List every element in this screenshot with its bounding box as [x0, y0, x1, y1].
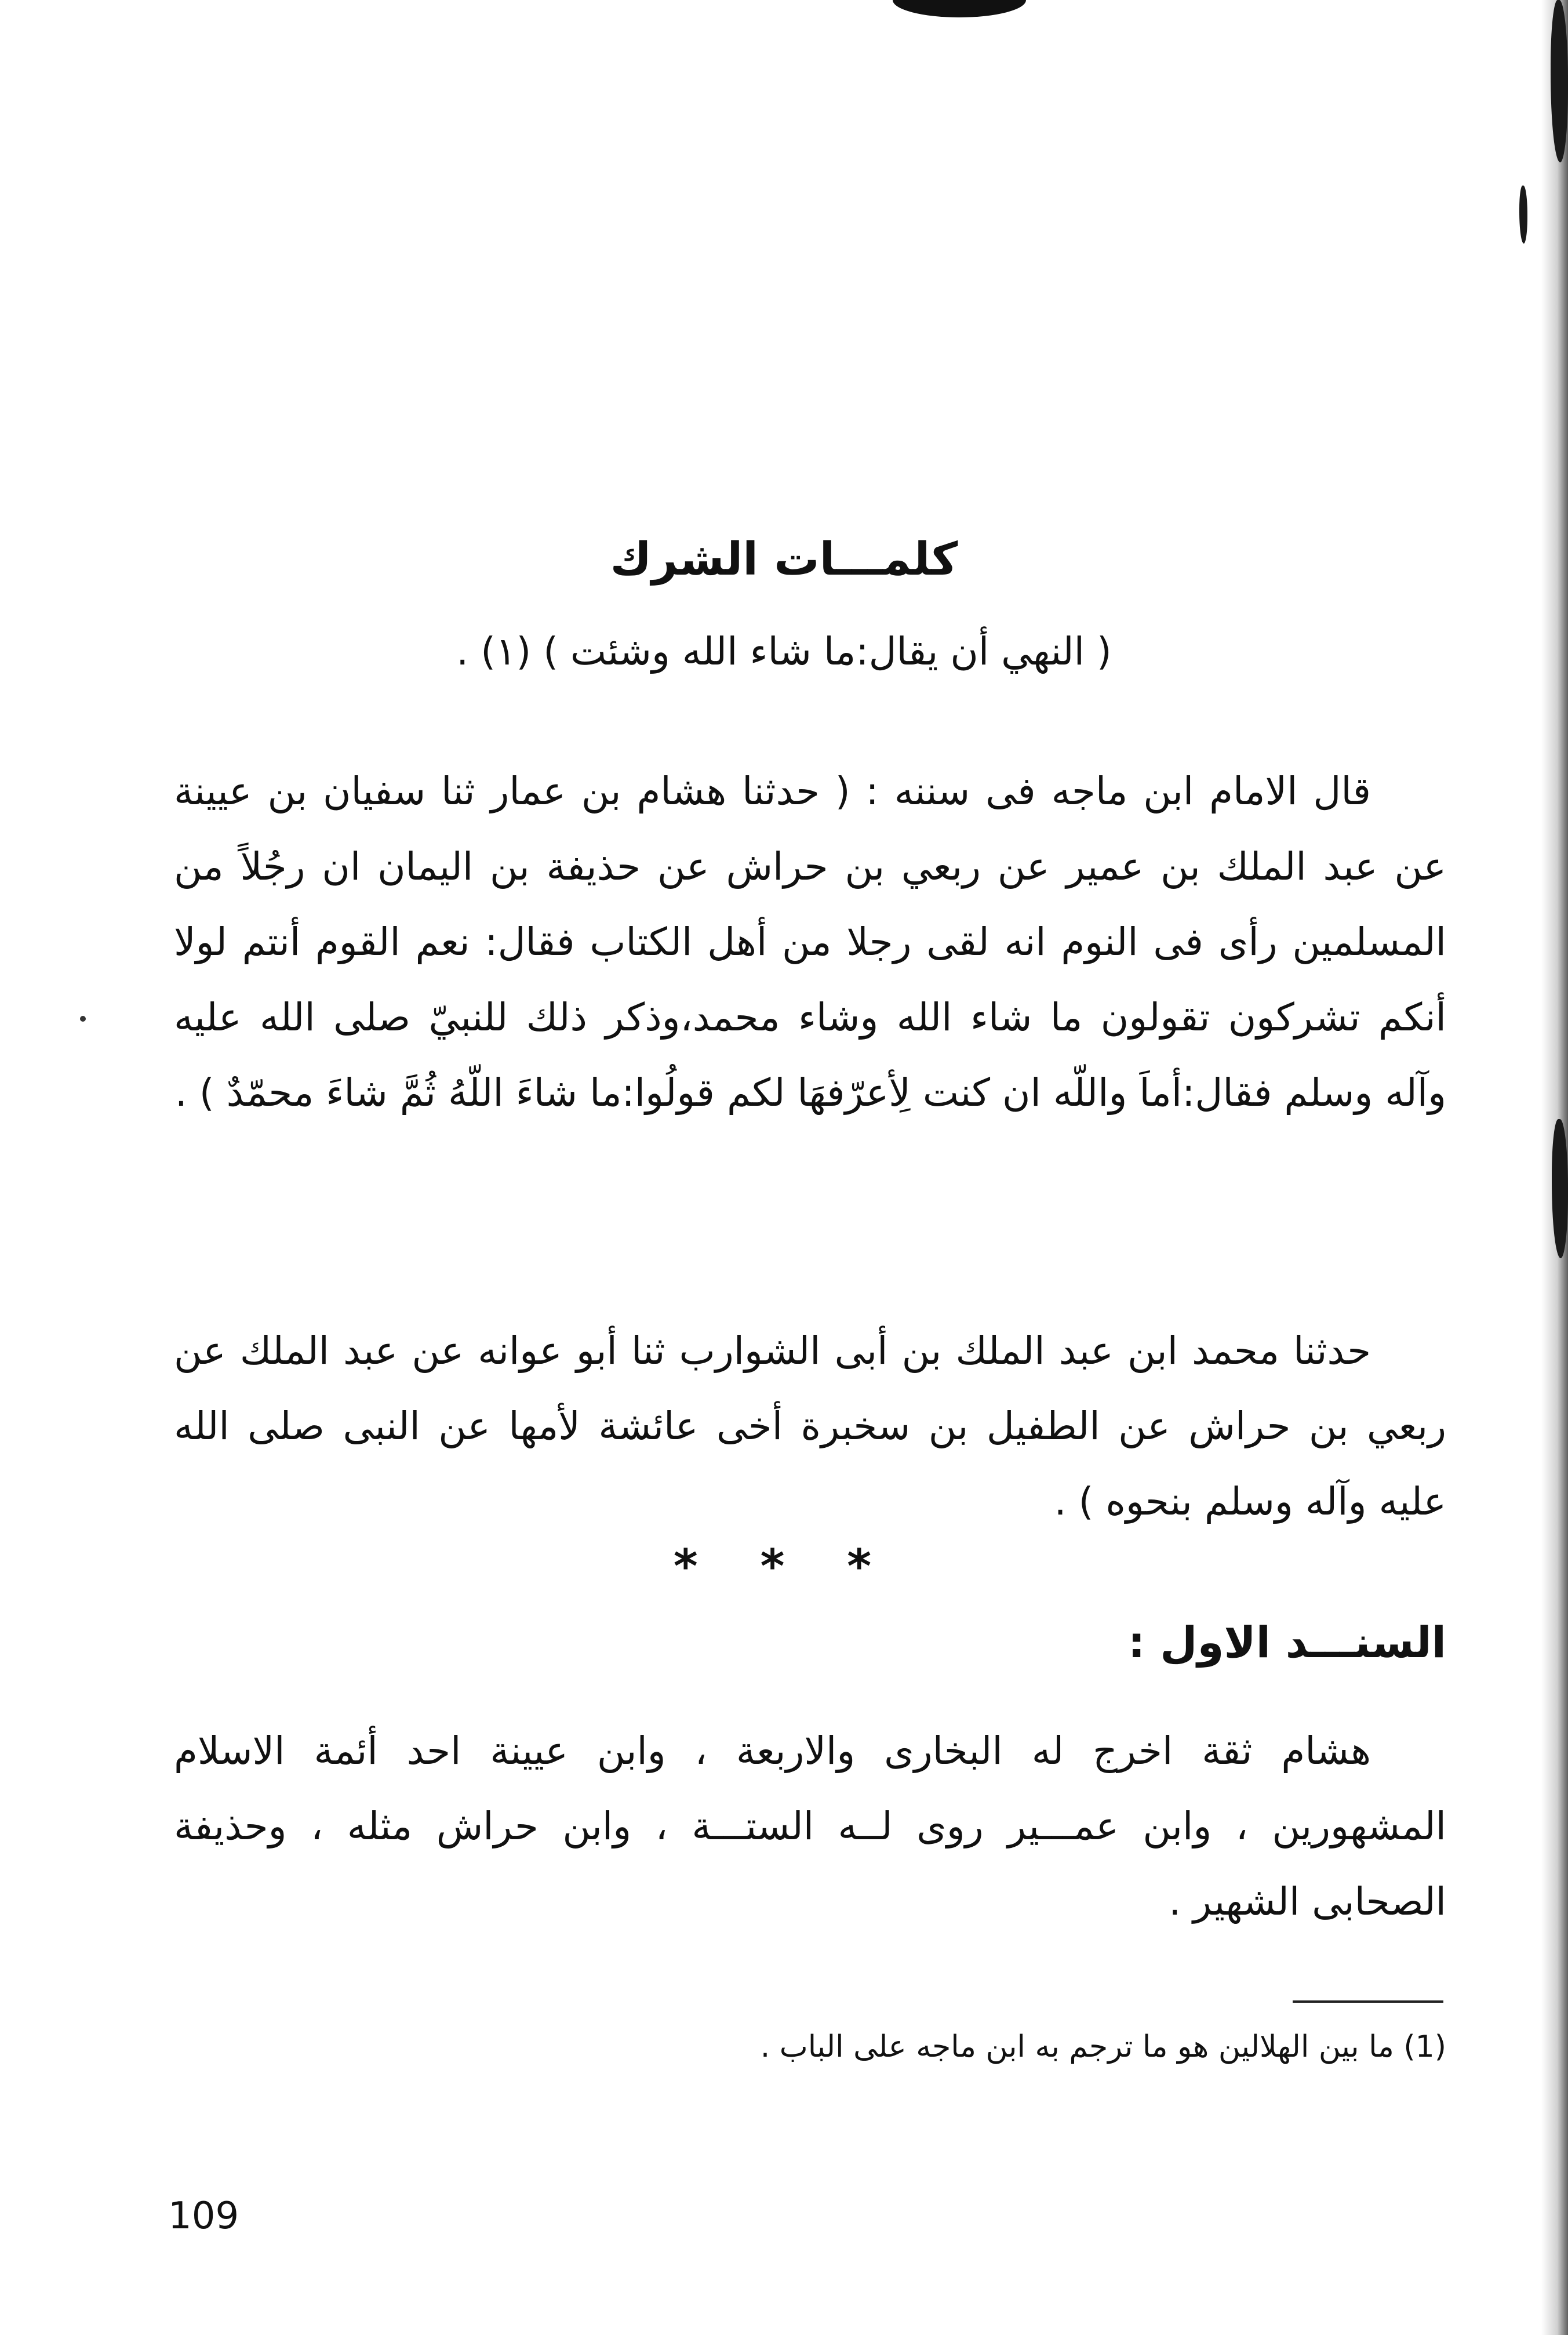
- scan-artifact-edge-mark: [1519, 186, 1527, 244]
- footnote-rule: [1293, 2000, 1443, 2003]
- paragraph-sanad: [174, 1713, 1446, 1940]
- scan-artifact-edge-top: [1551, 0, 1568, 162]
- paragraph-hadith-2: [174, 1313, 1446, 1539]
- paragraph-text: قال الامام ابن ماجه فى سننه : ( حدثنا هشام بن عمار ثنا سفيان بن عيينة عن عبد الملك بن عمير عن ربعي بن حراش عن حذيفة بن اليمان ان رجُلاً من المسلمين رأى فى النوم انه لقى رجلا من أهل الكتاب فقال: نعم القوم أنتم لولا أنكم تشركون تقولون ما شاء الله وشاء محمد،وذكر ذلك للنبيّ صلى الله عليه وآله وسلم فقال:أماَ واللّه ان كنت لِأعرّفهَا لكم قولُوا:ما شاءَ اللّهُ ثُمَّ شاءَ محمّدٌ ) .: [174, 769, 1446, 1115]
- paragraph-text: حدثنا محمد ابن عبد الملك بن أبى الشوارب ثنا أبو عوانه عن عبد الملك عن ربعي بن حراش عن الطفيل بن سخبرة أخى عائشة لأمها عن النبى صلى الله عليه وآله وسلم بنحوه ) .: [174, 1328, 1446, 1524]
- scan-artifact-edge-middle: [1552, 1119, 1568, 1258]
- paragraph-text: هشام ثقة اخرج له البخارى والاربعة ، وابن عيينة احد أئمة الاسلام المشهورين ، وابن عمـــير روى لــه الستـــة ، وابن حراش مثله ، وحذيفة الصحابى الشهير .: [174, 1728, 1446, 1924]
- section-separator: * * *: [673, 1539, 895, 1593]
- footnote: (1) ما بين الهلالين هو ما ترجم به ابن ماجه على الباب .: [760, 2029, 1446, 2064]
- paragraph-hadith-1: [174, 754, 1446, 1131]
- scan-artifact-top: [893, 0, 1026, 17]
- scan-dot: [80, 1016, 86, 1022]
- page-title: كلمـــات الشرك: [610, 533, 958, 586]
- page-number: 109: [168, 2195, 239, 2238]
- section-heading: السنـــد الاول :: [1127, 1618, 1446, 1668]
- chapter-subtitle: ( النهي أن يقال:ما شاء الله وشئت ) (١) .: [456, 629, 1112, 674]
